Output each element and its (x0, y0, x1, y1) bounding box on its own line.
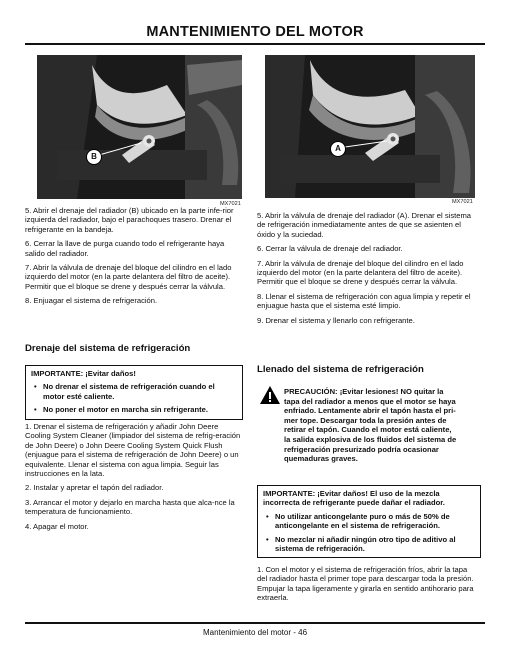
callout-b: B (86, 149, 102, 165)
step: 5. Abrir la válvula de drenaje del radiador (A). Drenar el sistema de refrigeración inmediatamente antes de que se asienten el óxido y la suciedad. (257, 211, 471, 239)
step: 4. Apagar el motor. (25, 521, 89, 531)
section-heading-drain: Drenaje del sistema de refrigeración (25, 343, 191, 354)
callout-a: A (330, 141, 346, 157)
step: 8. Enjuagar el sistema de refrigeración. (25, 296, 158, 306)
step: 1. Con el motor y el sistema de refrigeración fríos, abrir la tapa del radiador hasta el primer tope para descargar toda la presión. Empujar la tapa ligeramente y girarla en sentido antihorario para extraerla. (257, 565, 474, 603)
step: 7. Abrir la válvula de drenaje del bloque del cilindro en el lado izquierdo del motor (en la parte delantera del filtro de aceite). Permitir que el bloque se drene y después cerrar la válvula. (25, 263, 232, 291)
step: 8. Llenar el sistema de refrigeración con agua limpia y repetir el enjuague hasta que el sistema esté limpio. (257, 291, 471, 311)
left-column-bottom (25, 422, 241, 536)
right-column (257, 211, 479, 330)
important-title: IMPORTANTE: ¡Evitar daños! El uso de la mezcla incorrecta de refrigerante puede dañar el radiador. (263, 489, 445, 508)
right-column-bottom (257, 565, 479, 608)
caution-line: enfriado. Lentamente abrir el tapón hasta el pri- (284, 406, 456, 416)
caution-line: refrigeración presurizado podría ocasionar (284, 444, 439, 454)
caution-line: quemaduras graves. (284, 454, 358, 464)
caution-line: tapa del radiador a menos que el motor se haya (284, 396, 456, 406)
step: 5. Abrir el drenaje del radiador (B) ubicado en la parte infe-rior izquierda del radiador, bajo el parachoques trasero. Drenar el refrigerante en la bandeja. (25, 206, 234, 234)
step: 1. Drenar el sistema de refrigeración y añadir John Deere Cooling System Cleaner (limpiador del sistema de refrig-eración de John Deere) o John Deere Cooling System Quick Flush (enjuague para el sistema de refrigeración de John Deere) o un equivalente. Llenar el sistema con agua limpia. Seguir las instrucciones en la lata. (25, 422, 241, 479)
step: 6. Cerrar la llave de purga cuando todo el refrigerante haya salido del radiador. (25, 239, 225, 258)
figure-caption-left: MX7021 (220, 201, 241, 207)
left-column (25, 206, 241, 311)
important-box-right (257, 485, 481, 558)
page-footer: Mantenimiento del motor - 46 (202, 628, 308, 637)
figure-caption-right: MX7021 (452, 199, 473, 205)
caution-line: la salida explosiva de los fluidos del sistema de (284, 434, 457, 444)
footer-rule (25, 622, 485, 624)
photo-radiator-drain-b (37, 55, 242, 199)
important-bullet: • No utilizar anticongelante puro o más de 50% de anticongelante en el sistema de refrigeración. (263, 512, 475, 531)
important-title: IMPORTANTE: ¡Evitar daños! (31, 369, 136, 378)
important-bullet: • No poner el motor en marcha sin refrigerante. (31, 405, 237, 414)
important-box-left (25, 365, 243, 420)
caution-line: PRECAUCIÓN: ¡Evitar lesiones! NO quitar la (284, 387, 444, 396)
warning-icon (259, 385, 281, 410)
important-bullet: • No drenar el sistema de refrigeración cuando el motor esté caliente. (31, 382, 237, 401)
step: 7. Abrir la válvula de drenaje del bloque del cilindro en el lado izquierdo del motor (en la parte delantera del filtro de aceite). Permitir que el bloque se drene y después cerrar la válvula. (257, 258, 464, 287)
photo-radiator-drain-a (265, 55, 475, 198)
important-bullet: • No mezclar ni añadir ningún otro tipo de aditivo al sistema de refrigeración. (263, 535, 475, 554)
caution-line: retirar el tapón. Cuando el motor está caliente, (284, 425, 452, 435)
header-rule (25, 43, 485, 45)
step: 9. Drenar el sistema y llenarlo con refrigerante. (257, 315, 415, 325)
caution-line: mer tope. Descargar toda la presión antes de (284, 415, 447, 425)
step: 3. Arrancar el motor y dejarlo en marcha hasta que alca-nce la temperatura de funcionamiento. (25, 497, 235, 517)
caution-text (284, 387, 484, 464)
step: 2. Instalar y apretar el tapón del radiador. (25, 483, 164, 493)
section-heading-fill: Llenado del sistema de refrigeración (257, 364, 424, 375)
page-title: MANTENIMIENTO DEL MOTOR (146, 24, 364, 40)
step: 6. Cerrar la válvula de drenaje del radiador. (257, 244, 403, 254)
